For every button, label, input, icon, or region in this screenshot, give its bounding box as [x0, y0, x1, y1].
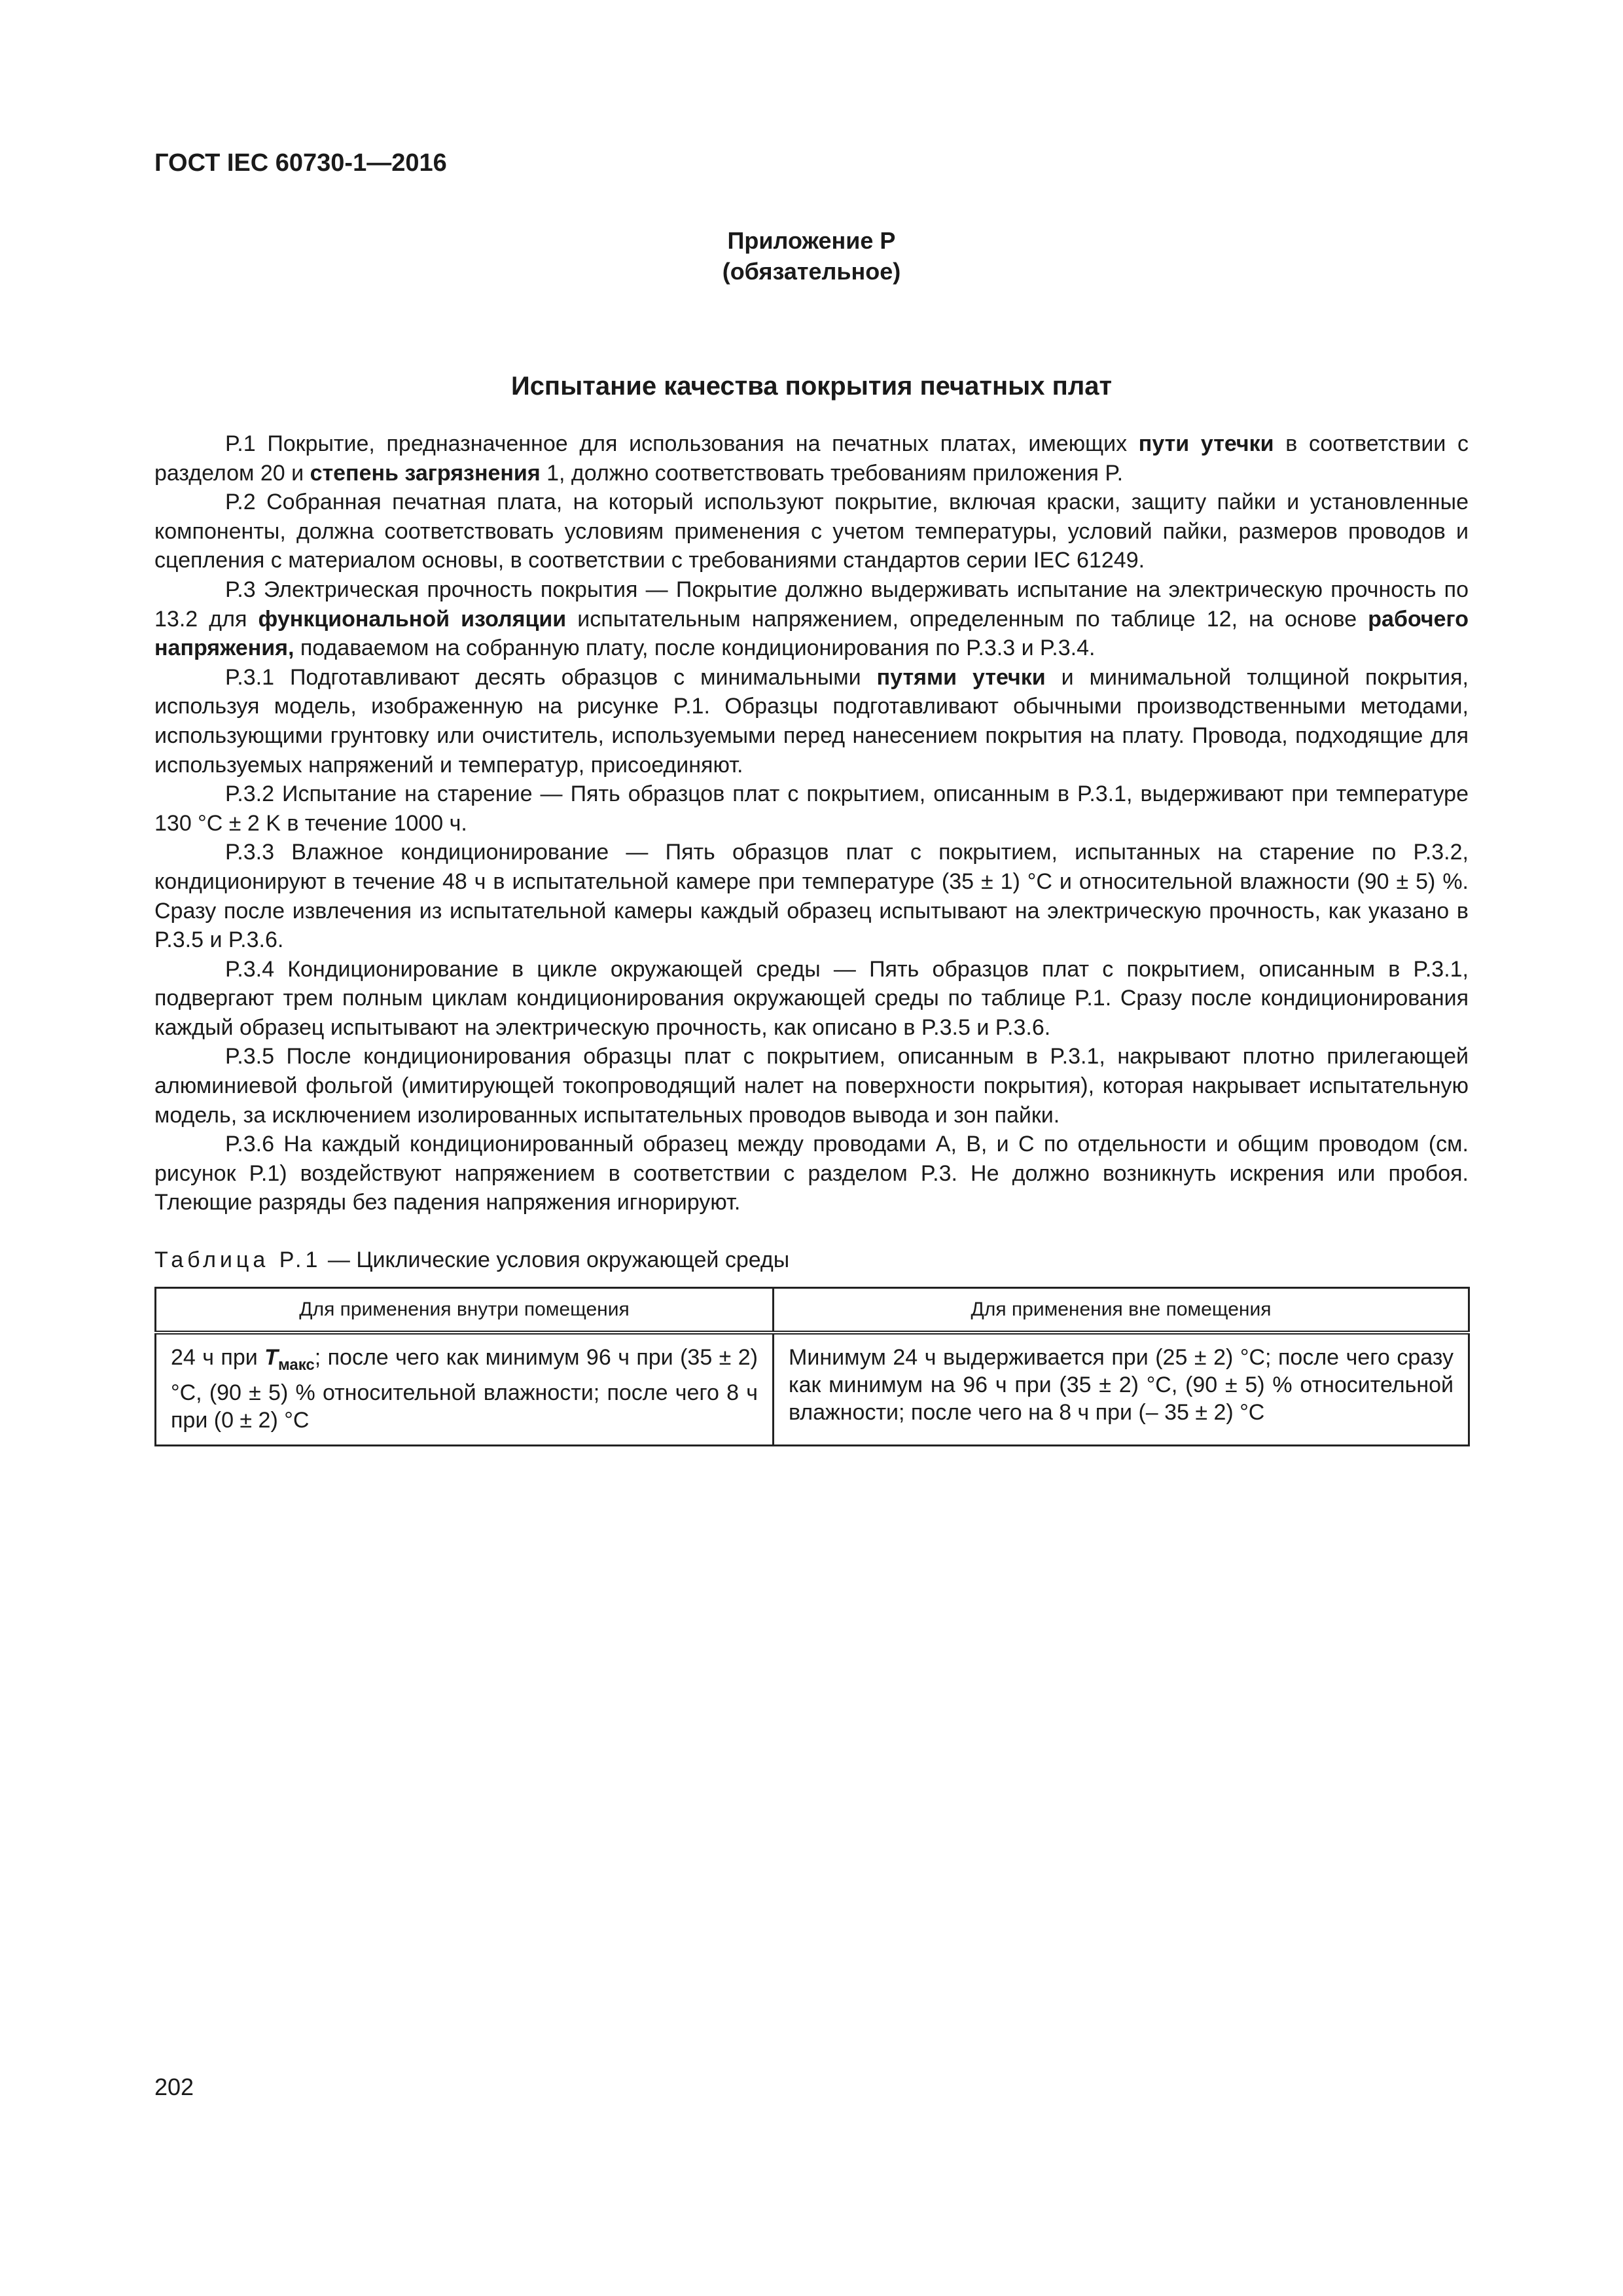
paragraph-p3-6 [154, 1130, 1469, 1217]
text-run: P.3.2 Испытание на старение — Пять образцов плат с покрытием, описанным в P.3.1, выдерживают при температуре 130 °C ± 2 K в течение 1000 ч. [154, 781, 1469, 836]
column-header-indoor: Для применения внутри помещения [156, 1288, 774, 1333]
text-run: 24 ч при [171, 1345, 265, 1370]
paragraph-p3-2 [154, 780, 1469, 838]
paragraph-p3 [154, 575, 1469, 663]
text-run: P.2 Собранная печатная плата, на который используют покрытие, включая краски, защиту пайки и установленные компоненты, должна соответствовать условиям применения с учетом температуры, условий пайки, размеров проводов и сцепления с материалом основы, в соответствии с требованиями стандартов серии IEC 61249. [154, 490, 1469, 573]
conditions-table [154, 1287, 1470, 1446]
paragraph-p3-5 [154, 1042, 1469, 1130]
text-run: подаваемом на собранную плату, после кондиционирования по P.3.3 и P.3.4. [294, 636, 1096, 661]
term-bold: степень загрязнения [310, 460, 541, 486]
column-header-outdoor: Для применения вне помещения [774, 1288, 1469, 1333]
page-number: 202 [154, 2073, 194, 2100]
paragraph-p2 [154, 488, 1469, 575]
text-run: P.3.3 Влажное кондиционирование — Пять образцов плат с покрытием, испытанных на старение по P.3.2, кондиционируют в течение 48 ч в испытательной камере при температуре (35 ± 1) °C и относительной влажности (90 ± 5) %. Сразу после извлечения из испытательной камеры каждый образец испытывают на электрическую прочность, как указано в P.3.5 и P.3.6. [154, 840, 1469, 953]
paragraph-p3-1 [154, 663, 1469, 780]
text-run: P.3.5 После кондиционирования образцы плат с покрытием, описанным в P.3.1, накрывают плотно прилегающей алюминиевой фольгой (имитирующей токопроводящий налет на поверхности покрытия), которая накрывает испытательную модель, за исключением изолированных испытательных проводов вывода и зон пайки. [154, 1044, 1469, 1128]
cell-outdoor-conditions: Минимум 24 ч выдерживается при (25 ± 2) °C; после чего сразу как минимум на 96 ч при (35 ± 2) °C, (90 ± 5) % относительной влажности; после чего на 8 ч при (– 35 ± 2) °C [774, 1333, 1469, 1445]
paragraph-p1 [154, 429, 1469, 488]
term-bold: путями утечки [876, 664, 1046, 690]
text-run: P.3.6 На каждый кондиционированный образец между проводами A, B, и C по отдельности и общим проводом (см. рисунок P.1) воздействуют напряжением в соответствии с разделом P.3. Не должно возникнуть искрения или пробоя. Тлеющие разряды без падения напряжения игнорируют. [154, 1132, 1469, 1215]
text-run: и минимальной толщиной покрытия, используя модель, изображенную на рисунке P.1. Образцы подготавливают обычными производственными методами, использующими грунтовку или очиститель, используемыми перед нанесением покрытия на плату. Провода, подходящие для используемых напряжений и температур, присоединяют. [154, 664, 1469, 778]
paragraph-p3-3 [154, 838, 1469, 954]
cell-indoor-conditions [156, 1333, 774, 1445]
document-id: ГОСТ IEC 60730-1—2016 [154, 149, 447, 177]
symbol-subscript: макс [277, 1355, 315, 1374]
table-header-row [156, 1288, 1469, 1333]
text-run: P.3.1 Подготавливают десять образцов с минимальными [225, 664, 877, 690]
text-run: P.3 Электрическая прочность покрытия — Покрытие должно выдерживать испытание на электрическую прочность по 13.2 для [154, 577, 1469, 632]
table-caption-label: Таблица P.1 [154, 1247, 322, 1272]
annex-status: (обязательное) [722, 258, 901, 285]
term-bold: рабочего напряжения, [154, 606, 1469, 661]
paragraph-p3-4 [154, 955, 1469, 1043]
text-run: P.3.4 Кондиционирование в цикле окружающей среды — Пять образцов плат с покрытием, описанным в P.3.1, подвергают трем полным циклам кондиционирования окружающей среды по таблице P.1. Сразу после кондиционирования каждый образец испытывают на электрическую прочность, как описано в P.3.5 и P.3.6. [154, 956, 1469, 1040]
term-bold: функциональной изоляции [258, 606, 567, 632]
text-run: в соответствии с разделом 20 и [154, 431, 1469, 486]
text-run: 1, должно соответствовать требованиям приложения P. [540, 460, 1124, 486]
text-run: ; после чего как минимум 96 ч при (35 ± 2) °C, (90 ± 5) % относительной влажности; после чего 8 ч при (0 ± 2) °C [171, 1345, 758, 1433]
body-text [154, 429, 1469, 1217]
symbol-t: T [264, 1345, 278, 1370]
term-bold: пути утечки [1138, 431, 1274, 456]
annex-title: Приложение P [727, 227, 896, 254]
text-run: испытательным напряжением, определенным по таблице 12, на основе [566, 606, 1368, 632]
table-caption [154, 1247, 789, 1273]
table-row [156, 1333, 1469, 1445]
section-title: Испытание качества покрытия печатных плат [510, 372, 1113, 401]
table-caption-text: — Циклические условия окружающей среды [321, 1247, 790, 1272]
text-run: P.1 Покрытие, предназначенное для использования на печатных платах, имеющих [225, 431, 1139, 456]
